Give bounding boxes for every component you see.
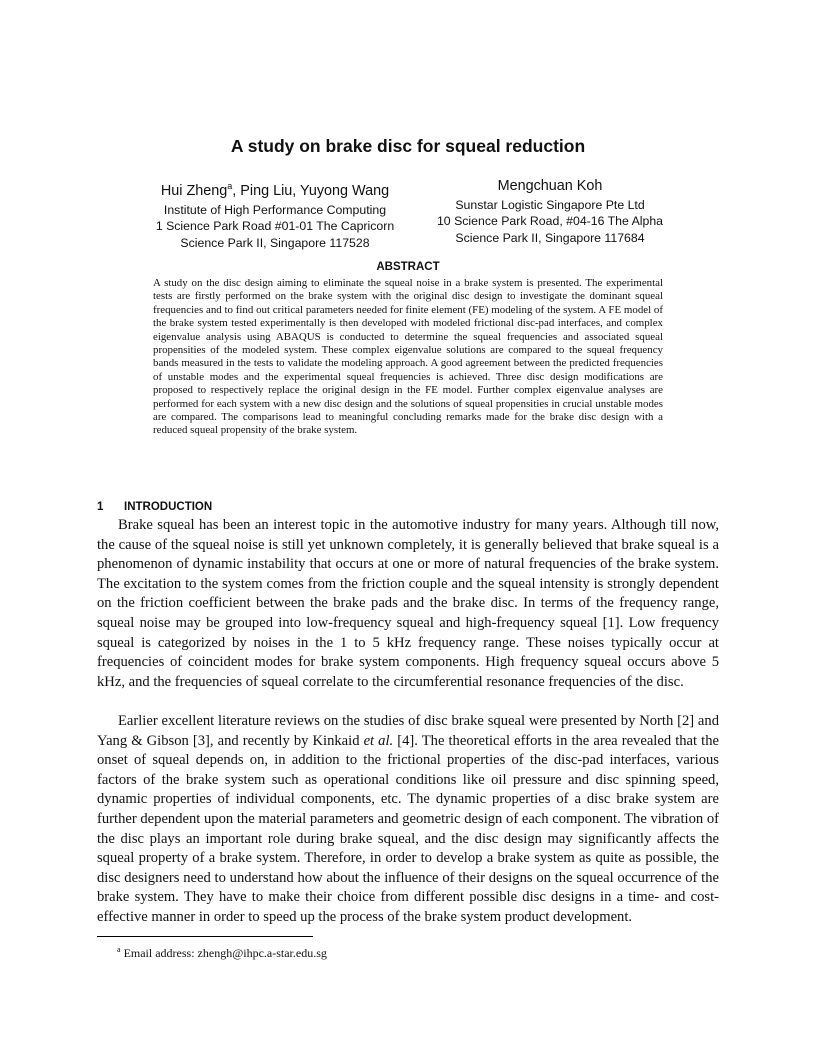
- author-names-rest: , Ping Liu, Yuyong Wang: [232, 182, 390, 199]
- address-right-line1: 10 Science Park Road, #04-16 The Alpha: [436, 214, 664, 229]
- footnote-divider: [97, 936, 313, 937]
- para2-text-start: Earlier excellent literature reviews on the studies of disc brake squeal were presented by North [2] and Yang & Gibson [3], and recently by Kinkaid: [97, 713, 719, 749]
- intro-paragraph-1: Brake squeal has been an interest topic in the automotive industry for many years. Although till now, the cause of the squeal noise is still yet unknown completely, it is generally believed that brake squeal is a phenomenon of dynamic instability that occurs at one or more of natural frequencies of the brake system. The excitation to the system comes from the friction couple and the squeal intensity is strongly dependent on the friction coefficient between the brake pads and the brake disc. In terms of the frequency range, squeal noise may be grouped into low-frequency squeal and high-frequency squeal [1]. Low frequency squeal is categorized by noises in the 1 to 5 kHz frequency range. These noises typically occur at frequencies of coincident modes for brake system components. High frequency squeal occurs above 5 kHz, and the frequencies of squeal correlate to the circumferential resonance frequencies of the disc.: [97, 517, 719, 690]
- footnote-marker-a: a: [117, 945, 121, 954]
- author-block-right: [423, 176, 677, 246]
- section-number: 1: [97, 501, 104, 513]
- author-block-left: [130, 176, 420, 251]
- address-left-line2: Science Park II, Singapore 117528: [180, 235, 370, 250]
- para2-text-end: [4]. The theoretical efforts in the area revealed that the onset of squeal depends on, in addition to the frictional properties of the disc-pad interfaces, various factors of the brake system such as operational conditions like oil pressure and disc spinning speed, dynamic properties of individual components, etc. The dynamic properties of a disc brake system are further dependent upon the material parameters and geometric design of each component. The vibration of the disc plays an important role during brake squeal, and the disc design may significantly affects the squeal property of a brake system. Therefore, in order to develop a brake system as quite as possible, the disc designers need to understand how about the influence of their designs on the squeal occurrence of the brake system. They have to make their choice from different possible disc designs in a time- and cost-effective manner in order to speed up the process of the brake system product development.: [97, 732, 719, 925]
- author-names-left: [130, 176, 420, 201]
- address-left-line1: 1 Science Park Road #01-01 The Capricorn: [155, 219, 395, 234]
- footnote: [117, 945, 327, 961]
- abstract-heading: ABSTRACT: [376, 261, 440, 273]
- affiliation-right: Sunstar Logistic Singapore Pte Ltd: [455, 198, 645, 212]
- author-names-right: Mengchuan Koh: [497, 178, 603, 194]
- footnote-marker: a: [227, 181, 233, 191]
- para2-italic-etal: et al.: [363, 732, 394, 749]
- intro-paragraph-2: [97, 712, 719, 928]
- paper-title: A study on brake disc for squeal reduction: [230, 136, 586, 156]
- footnote-email: Email address: zhengh@ihpc.a-star.edu.sg: [120, 946, 327, 960]
- section-heading-introduction: [97, 501, 212, 513]
- abstract-text: A study on the disc design aiming to eliminate the squeal noise in a brake system is presented. The experimental tests are firstly performed on the brake system with the original disc design to investigate the dominant squeal frequencies and to find out critical parameters needed for finite element (FE) modeling of the system. A FE model of the brake system tested experimentally is then developed with modeled frictional disc-pad interfaces, and complex eigenvalue analysis using ABAQUS is conducted to determine the squeal frequencies and associated squeal propensities of the modeled system. These complex eigenvalue solutions are compared to the squeal frequency bands measured in the tests to validate the modeling approach. A good agreement between the predicted frequencies of unstable modes and the experimental squeal frequencies is achieved. Three disc design modifications are proposed to respectively replace the original design in the FE model. Further complex eigenvalue analyses are performed for each system with a new disc design and the solutions of squeal propensities in crucial unstable modes are compared. The comparisons lead to meaningful concluding remarks made for the brake disc design with a reduced squeal propensity of the brake system.: [153, 277, 663, 437]
- affiliation-left: Institute of High Performance Computing: [163, 202, 387, 217]
- section-title: INTRODUCTION: [124, 501, 213, 513]
- author-name-primary: Hui Zheng: [160, 182, 228, 199]
- address-right-line2: Science Park II, Singapore 117684: [455, 230, 645, 245]
